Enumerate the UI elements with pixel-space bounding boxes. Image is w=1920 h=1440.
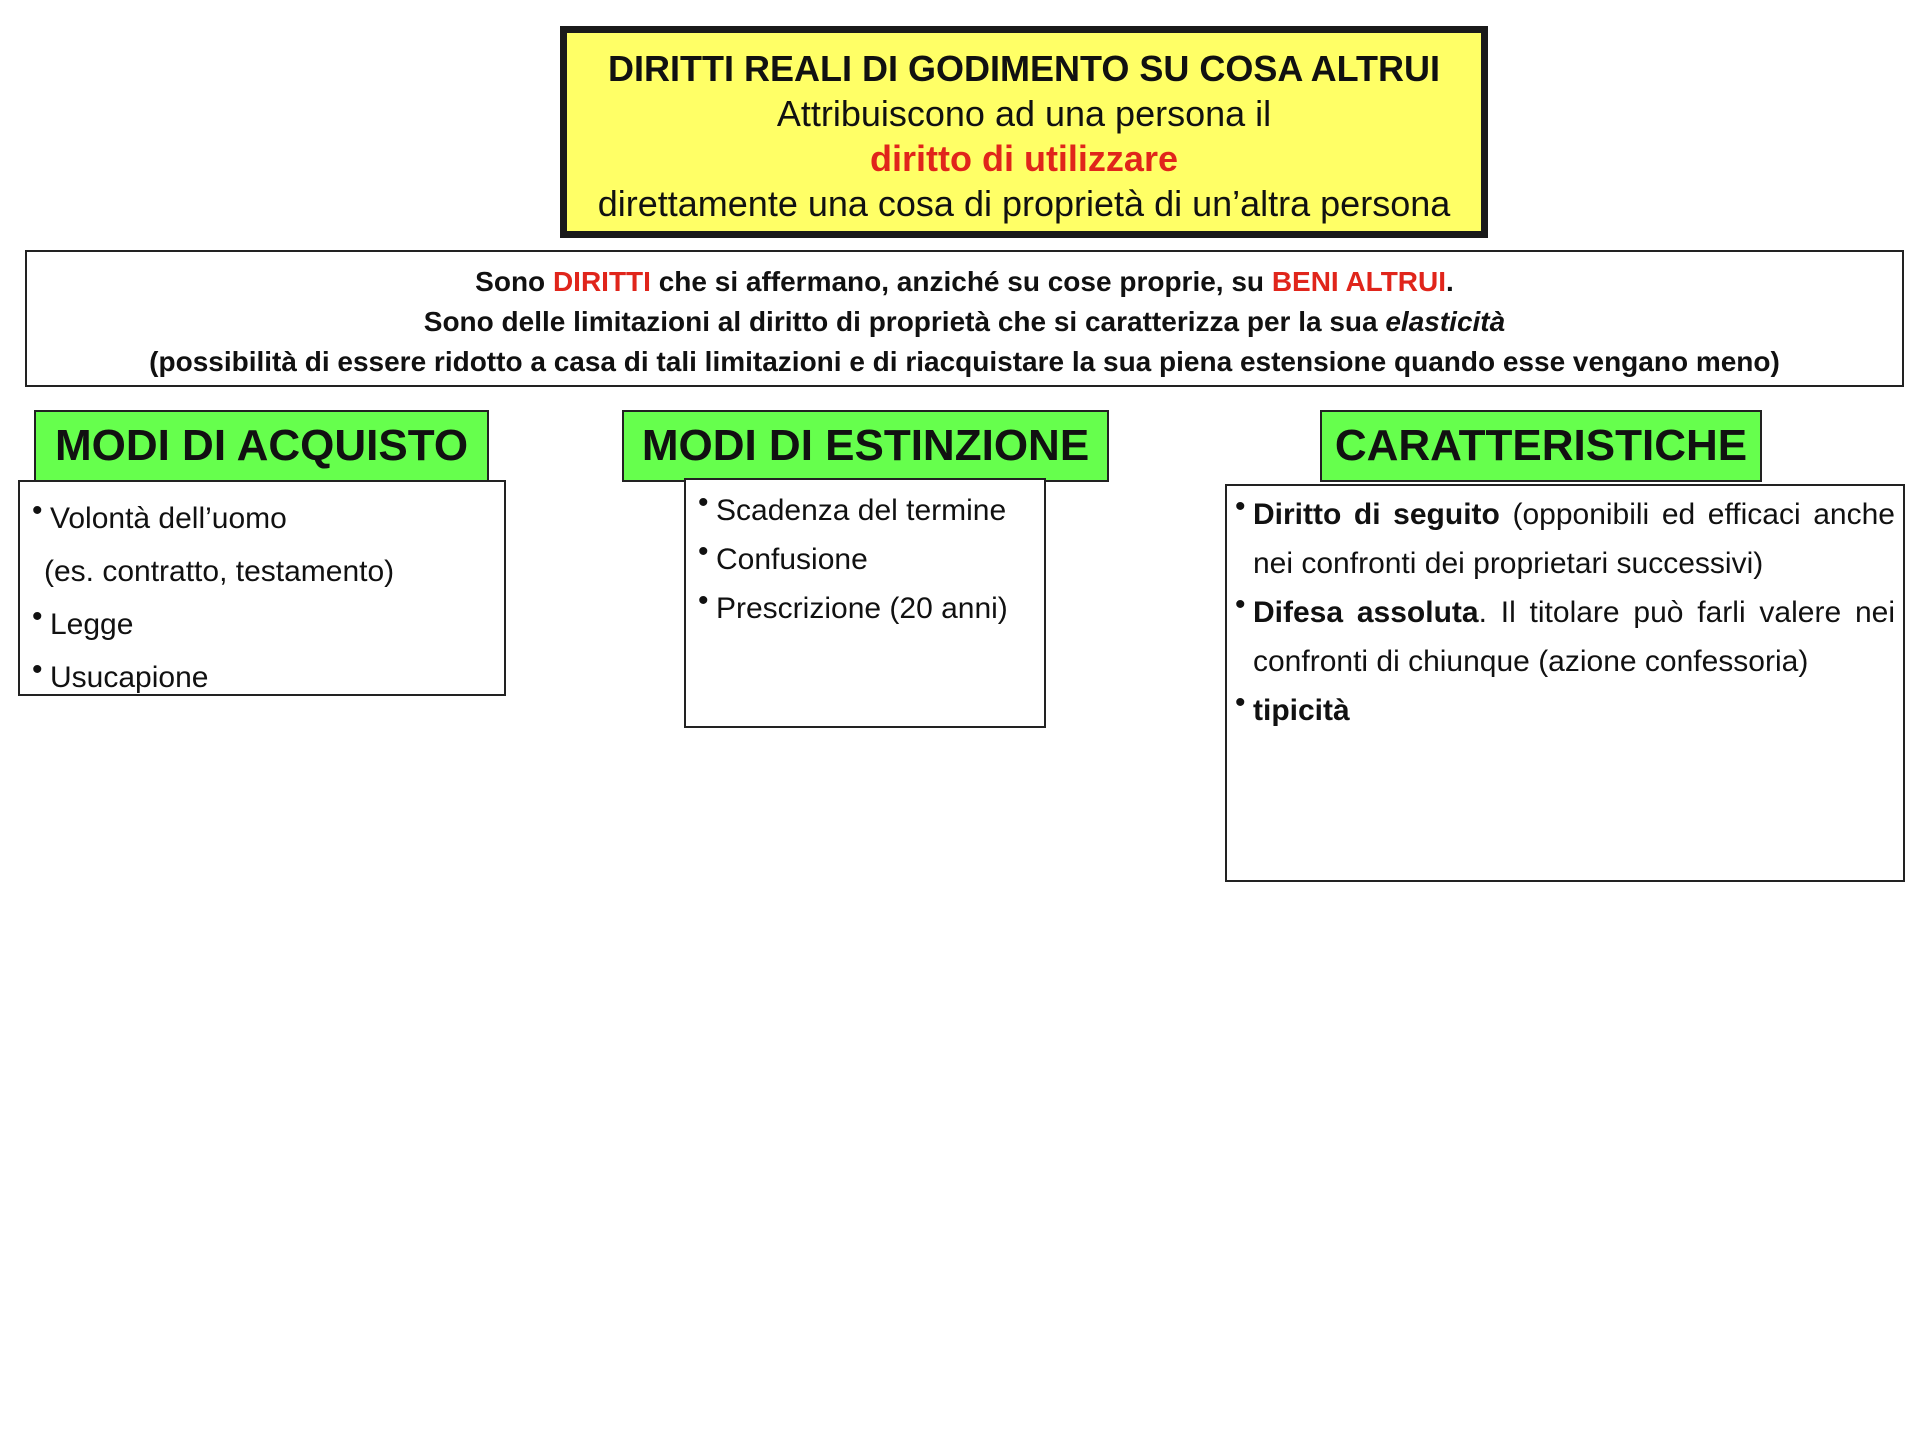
header-line-3: direttamente una cosa di proprietà di un’altra persona <box>597 183 1451 224</box>
desc-elasticita: elasticità <box>1385 306 1506 337</box>
description-line-2 <box>27 302 1902 342</box>
estinzione-list <box>684 478 1046 728</box>
list-item <box>32 492 504 545</box>
bullet-icon: • <box>698 486 709 519</box>
list-item <box>32 598 504 651</box>
desc-beni-altrui: BENI ALTRUI <box>1271 266 1447 297</box>
list-item <box>1235 588 1895 686</box>
header-line-1: Attribuiscono ad una persona il <box>776 93 1272 134</box>
bullet-icon: • <box>32 494 43 527</box>
header-box <box>560 26 1488 238</box>
desc-text: che si affermano, anziché su cose proprie, su <box>650 266 1272 297</box>
header-highlight: diritto di utilizzare <box>869 138 1178 179</box>
item-text: Usucapione <box>50 661 209 694</box>
desc-text: Sono <box>475 266 553 297</box>
bullet-icon: • <box>698 535 709 568</box>
item-text: (opponibili ed efficaci anche nei confronti dei proprietari successivi) <box>1253 498 1895 580</box>
header-title: DIRITTI REALI DI GODIMENTO SU COSA ALTRUI <box>608 48 1440 89</box>
description-box <box>25 250 1904 387</box>
item-text: Legge <box>50 608 134 641</box>
item-text: Confusione <box>716 543 868 576</box>
item-bold: Difesa assoluta <box>1253 596 1479 629</box>
item-text: Scadenza del termine <box>716 494 1007 527</box>
list-item <box>698 535 1044 584</box>
item-text: Prescrizione (20 anni) <box>716 592 1008 625</box>
bullet-icon: • <box>1235 588 1246 621</box>
bullet-icon: • <box>1235 686 1246 719</box>
section-title-acquisto: MODI DI ACQUISTO <box>34 410 489 482</box>
section-title-estinzione: MODI DI ESTINZIONE <box>622 410 1109 482</box>
item-text: . Il titolare può farli valere nei confronti di chiunque (azione confessoria) <box>1253 596 1895 678</box>
bullet-icon: • <box>698 584 709 617</box>
list-item <box>1235 686 1895 735</box>
list-item <box>32 651 504 704</box>
list-item <box>698 486 1044 535</box>
list-item <box>698 584 1044 633</box>
item-bold: tipicità <box>1253 694 1350 727</box>
item-bold: Diritto di seguito <box>1253 498 1500 531</box>
desc-diritti: DIRITTI <box>552 266 651 297</box>
bullet-icon: • <box>32 653 43 686</box>
list-item-note: (es. contratto, testamento) <box>44 555 395 588</box>
bullet-icon: • <box>1235 490 1246 523</box>
desc-text: . <box>1446 266 1454 297</box>
item-text: Volontà dell’uomo <box>50 502 287 535</box>
description-line-1 <box>27 262 1902 302</box>
bullet-icon: • <box>32 600 43 633</box>
description-line-3: (possibilità di essere ridotto a casa di tali limitazioni e di riacquistare la sua piena estensione quando esse vengano meno) <box>149 346 1780 377</box>
caratteristiche-list <box>1225 484 1905 882</box>
desc-text: Sono delle limitazioni al diritto di proprietà che si caratterizza per la sua <box>423 306 1386 337</box>
acquisto-list <box>18 480 506 696</box>
section-title-caratteristiche: CARATTERISTICHE <box>1320 410 1762 482</box>
list-item <box>1235 490 1895 588</box>
